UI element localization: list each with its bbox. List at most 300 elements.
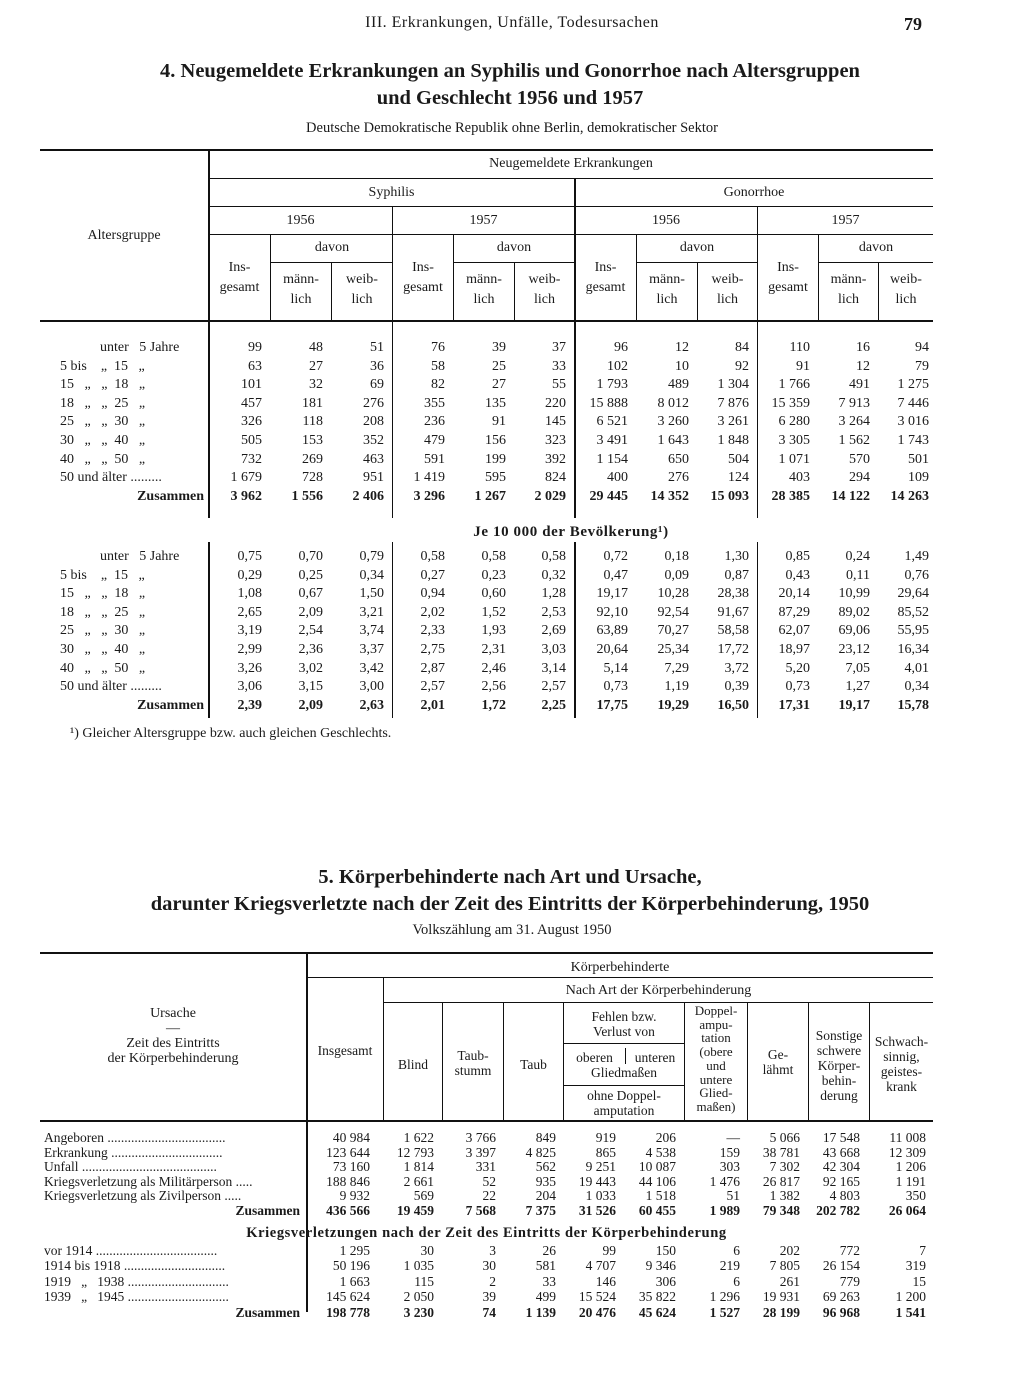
cell-value: 118 bbox=[302, 414, 323, 430]
row-label: 18 „ „ 25 „ bbox=[60, 604, 146, 620]
cell-value: 1 793 bbox=[596, 377, 628, 393]
table5-subtitle: Volkszählung am 31. August 1950 bbox=[412, 922, 612, 938]
cell-value: 1,49 bbox=[904, 549, 929, 564]
cell-value: 110 bbox=[789, 340, 810, 355]
row-label: 30 „ „ 40 „ bbox=[60, 642, 146, 657]
cell-value: 2,25 bbox=[541, 697, 566, 713]
cell-value: 123 644 bbox=[326, 1144, 370, 1160]
table-row bbox=[0, 414, 1024, 433]
cell-value: 0,58 bbox=[541, 549, 566, 564]
cell-value: 303 bbox=[719, 1159, 740, 1175]
table-row bbox=[0, 1204, 1024, 1219]
cell-value: 779 bbox=[839, 1273, 860, 1289]
cell-value: 569 bbox=[413, 1188, 434, 1204]
cell-value: 37 bbox=[552, 340, 566, 355]
cell-value: 489 bbox=[668, 377, 689, 393]
cell-value: 5,14 bbox=[603, 660, 628, 676]
row-label: 15 „ „ 18 „ bbox=[60, 586, 146, 602]
cell-value: 732 bbox=[241, 451, 262, 467]
col-header-davon: davon bbox=[314, 240, 350, 255]
cell-value: 19,29 bbox=[657, 697, 689, 713]
cell-value: 294 bbox=[849, 470, 870, 486]
cell-value: 581 bbox=[535, 1258, 556, 1274]
cell-value: 26 bbox=[542, 1243, 556, 1258]
cell-value: 306 bbox=[655, 1273, 676, 1289]
cell-value: 0,43 bbox=[785, 567, 810, 583]
table-row bbox=[0, 1175, 1024, 1190]
cell-value: 392 bbox=[545, 451, 566, 467]
cell-value: 79 bbox=[915, 358, 929, 374]
cell-value: 0,67 bbox=[298, 586, 323, 602]
cell-value: 11 008 bbox=[889, 1130, 926, 1145]
cell-value: 1 679 bbox=[230, 470, 262, 486]
cell-value: 1 275 bbox=[897, 377, 929, 393]
row-label: 1919 „ 1938 .............................. bbox=[44, 1274, 229, 1289]
cell-value: 1 743 bbox=[897, 433, 929, 448]
cell-value: 6 280 bbox=[778, 414, 810, 430]
col-header-gonorrhoe-1957: 1957 bbox=[831, 213, 860, 228]
cell-value: 1,52 bbox=[481, 604, 506, 620]
col-header-davon: davon bbox=[496, 240, 532, 255]
cell-value: 19,17 bbox=[838, 697, 870, 713]
cell-value: 28 385 bbox=[771, 488, 810, 504]
cell-value: 562 bbox=[535, 1159, 556, 1175]
cell-value: 4 707 bbox=[585, 1258, 616, 1274]
cell-value: 1 814 bbox=[403, 1159, 434, 1175]
table-row bbox=[0, 340, 1024, 359]
cell-value: 99 bbox=[248, 340, 262, 355]
table-row bbox=[0, 1146, 1024, 1161]
cell-value: 58,58 bbox=[717, 623, 749, 639]
cell-value: 4 825 bbox=[525, 1144, 556, 1160]
cell-value: 60 455 bbox=[638, 1203, 676, 1218]
cell-value: 62,07 bbox=[778, 623, 810, 639]
row-header-ursache: Ursache — Zeit des Eintritts der Körperbehinderung bbox=[107, 1006, 239, 1066]
cell-value: 69 bbox=[370, 377, 384, 393]
cell-value: 1 304 bbox=[717, 377, 749, 393]
cell-value: 12 793 bbox=[396, 1144, 434, 1160]
cell-value: 91 bbox=[492, 414, 506, 430]
cell-value: 1 556 bbox=[291, 488, 323, 504]
col-header-taub: Taub bbox=[520, 1057, 547, 1072]
table-row bbox=[0, 1160, 1024, 1175]
table-row bbox=[0, 549, 1024, 568]
row-label: Angeboren ................................... bbox=[44, 1131, 226, 1145]
cell-value: 479 bbox=[424, 433, 445, 448]
cell-value: 1,30 bbox=[724, 549, 749, 564]
cell-value: 28 199 bbox=[762, 1304, 800, 1320]
cell-value: 12 bbox=[675, 340, 689, 355]
cell-value: 29 445 bbox=[589, 488, 628, 504]
cell-value: 14 263 bbox=[890, 488, 929, 504]
table-row bbox=[0, 452, 1024, 471]
table-row bbox=[0, 1275, 1024, 1290]
col-header-taubstumm: Taub- stumm bbox=[454, 1048, 492, 1078]
cell-value: 276 bbox=[363, 395, 384, 411]
cell-value: 101 bbox=[241, 377, 262, 393]
cell-value: 1 296 bbox=[709, 1289, 740, 1305]
cell-value: 25,34 bbox=[657, 642, 689, 657]
table-row bbox=[0, 1131, 1024, 1146]
cell-value: 728 bbox=[302, 470, 323, 486]
cell-value: 9 346 bbox=[645, 1258, 676, 1274]
col-header-gonorrhoe: Gonorrhoe bbox=[723, 185, 785, 200]
cell-value: 188 846 bbox=[326, 1173, 370, 1189]
cell-value: 0,34 bbox=[904, 679, 929, 695]
cell-value: 32 bbox=[309, 377, 323, 393]
cell-value: 12 bbox=[856, 358, 870, 374]
row-label: vor 1914 .................................... bbox=[44, 1244, 218, 1258]
cell-value: 43 668 bbox=[822, 1144, 860, 1160]
cell-value: 463 bbox=[363, 451, 384, 467]
cell-value: 10,28 bbox=[657, 586, 689, 602]
cell-value: 1 476 bbox=[709, 1173, 740, 1189]
cell-value: 204 bbox=[535, 1188, 556, 1204]
cell-value: 51 bbox=[726, 1188, 740, 1204]
cell-value: 951 bbox=[363, 470, 384, 486]
table-row bbox=[0, 489, 1024, 508]
table-row bbox=[0, 1259, 1024, 1274]
cell-value: 20,64 bbox=[596, 642, 628, 657]
cell-value: 650 bbox=[668, 451, 689, 467]
cell-value: 326 bbox=[241, 414, 262, 430]
col-header-syphilis-1957: 1957 bbox=[469, 213, 498, 228]
cell-value: 7,05 bbox=[845, 660, 870, 676]
row-label: 1914 bis 1918 .............................. bbox=[44, 1259, 226, 1274]
table-row bbox=[0, 396, 1024, 415]
cell-value: 14 352 bbox=[650, 488, 689, 504]
cell-value: 26 064 bbox=[888, 1203, 926, 1218]
table-row bbox=[0, 605, 1024, 624]
cell-value: 115 bbox=[414, 1273, 434, 1289]
row-label: 50 und älter ......... bbox=[60, 679, 162, 695]
col-header-schwachsinnig: Schwach- sinnig, geistes- krank bbox=[874, 1034, 929, 1094]
cell-value: 2,54 bbox=[298, 623, 323, 639]
col-header-ohne-doppelamputation: ohne Doppel- amputation bbox=[587, 1088, 661, 1118]
cell-value: 3,19 bbox=[237, 623, 262, 639]
row-label: 40 „ „ 50 „ bbox=[60, 451, 146, 467]
table-row bbox=[0, 568, 1024, 587]
cell-value: 236 bbox=[424, 414, 445, 430]
row-label: 15 „ „ 18 „ bbox=[60, 377, 146, 393]
cell-value: 499 bbox=[535, 1289, 556, 1305]
rate-section-heading: Je 10 000 der Bevölkerung¹) bbox=[473, 524, 669, 540]
cell-value: 6 521 bbox=[596, 414, 628, 430]
cell-value: 10 087 bbox=[638, 1159, 676, 1175]
cell-value: 3 bbox=[489, 1243, 496, 1258]
cell-value: 82 bbox=[431, 377, 445, 393]
cell-value: 25 bbox=[492, 358, 506, 374]
cell-value: 3,02 bbox=[298, 660, 323, 676]
cell-value: 3,37 bbox=[359, 642, 384, 657]
cell-value: 1,28 bbox=[541, 586, 566, 602]
table-row bbox=[0, 1244, 1024, 1259]
cell-value: 491 bbox=[849, 377, 870, 393]
cell-value: 1 139 bbox=[525, 1304, 556, 1320]
cell-value: 76 bbox=[431, 340, 445, 355]
cell-value: 52 bbox=[482, 1173, 496, 1189]
cell-value: 1 766 bbox=[778, 377, 810, 393]
cell-value: 1 033 bbox=[585, 1188, 616, 1204]
col-header-syphilis: Syphilis bbox=[368, 185, 415, 200]
cell-value: 1 518 bbox=[645, 1188, 676, 1204]
cell-value: 591 bbox=[424, 451, 445, 467]
cell-value: 3 962 bbox=[230, 488, 262, 504]
col-header-sonstige: Sonstige schwere Körper- behin- derung bbox=[815, 1028, 863, 1103]
cell-value: 16 bbox=[856, 340, 870, 355]
cell-value: 1 419 bbox=[413, 470, 445, 486]
cell-value: 4 803 bbox=[829, 1188, 860, 1204]
cell-value: 102 bbox=[607, 358, 628, 374]
running-title: III. Erkrankungen, Unfälle, Todesursachen bbox=[365, 14, 659, 31]
cell-value: — bbox=[726, 1130, 740, 1145]
cell-value: 156 bbox=[485, 433, 506, 448]
cell-value: 2 bbox=[489, 1273, 496, 1289]
table4-subtitle: Deutsche Demokratische Republik ohne Berlin, demokratischer Sektor bbox=[306, 120, 718, 136]
cell-value: 15 888 bbox=[589, 395, 628, 411]
table4-title-line1: 4. Neugemeldete Erkrankungen an Syphilis und Gonorrhoe nach Altersgruppen bbox=[160, 60, 860, 82]
col-header-weiblich: weib- lich bbox=[346, 272, 378, 307]
cell-value: 1 527 bbox=[709, 1304, 740, 1320]
cell-value: 79 348 bbox=[762, 1203, 800, 1218]
cell-value: 3,26 bbox=[237, 660, 262, 676]
cell-value: 150 bbox=[655, 1243, 676, 1258]
cell-value: 319 bbox=[905, 1258, 926, 1274]
col-header-syphilis-1956: 1956 bbox=[286, 213, 315, 228]
cell-value: 2,39 bbox=[237, 697, 262, 713]
page-number: 79 bbox=[904, 14, 922, 34]
cell-value: 2,87 bbox=[420, 660, 445, 676]
cell-value: 94 bbox=[915, 340, 929, 355]
cell-value: 12 309 bbox=[888, 1144, 926, 1160]
row-label: 50 und älter ......... bbox=[60, 470, 162, 486]
cell-value: 33 bbox=[542, 1273, 556, 1289]
cell-value: 3,74 bbox=[359, 623, 384, 639]
cell-value: 92,54 bbox=[657, 604, 689, 620]
cell-value: 824 bbox=[545, 470, 566, 486]
cell-value: 504 bbox=[728, 451, 749, 467]
cell-value: 27 bbox=[309, 358, 323, 374]
col-header-nach-art: Nach Art der Körperbehinderung bbox=[565, 983, 752, 998]
cell-value: 1 071 bbox=[778, 451, 810, 467]
cell-value: 92 bbox=[735, 358, 749, 374]
cell-value: 145 bbox=[545, 414, 566, 430]
cell-value: 1,50 bbox=[359, 586, 384, 602]
cell-value: 42 304 bbox=[822, 1159, 860, 1175]
cell-value: 38 781 bbox=[762, 1144, 800, 1160]
col-header-gonorrhoe-1956: 1956 bbox=[652, 213, 680, 228]
cell-value: 0,85 bbox=[785, 549, 810, 564]
cell-value: 1 989 bbox=[709, 1203, 740, 1218]
row-header-altersgruppe: Altersgruppe bbox=[87, 228, 161, 243]
cell-value: 58 bbox=[431, 358, 445, 374]
cell-value: 73 160 bbox=[332, 1159, 370, 1175]
cell-value: 501 bbox=[908, 451, 929, 467]
cell-value: 55,95 bbox=[897, 623, 929, 639]
row-label: Unfall ........................................ bbox=[44, 1160, 217, 1175]
cell-value: 96 968 bbox=[822, 1304, 860, 1320]
cell-value: 1,27 bbox=[845, 679, 870, 695]
cell-value: 69 263 bbox=[822, 1289, 860, 1305]
cell-value: 63 bbox=[248, 358, 262, 374]
row-label: Zusammen bbox=[137, 488, 204, 504]
cell-value: 92,10 bbox=[596, 604, 628, 620]
cell-value: 2,99 bbox=[237, 642, 262, 657]
cell-value: 7,29 bbox=[664, 660, 689, 676]
cell-value: 4,01 bbox=[904, 660, 929, 676]
cell-value: 3 766 bbox=[465, 1130, 496, 1145]
row-label: unter 5 Jahre bbox=[100, 340, 180, 355]
cell-value: 1 267 bbox=[474, 488, 506, 504]
cell-value: 2,33 bbox=[420, 623, 445, 639]
cell-value: 14 122 bbox=[831, 488, 870, 504]
col-header-gelaehmt: Ge- lähmt bbox=[762, 1047, 794, 1077]
cell-value: 17 548 bbox=[822, 1130, 860, 1145]
cell-value: 145 624 bbox=[326, 1289, 370, 1305]
cell-value: 6 bbox=[733, 1273, 740, 1289]
row-label: 5 bis „ 15 „ bbox=[60, 567, 145, 583]
row-label: 18 „ „ 25 „ bbox=[60, 395, 146, 411]
col-header-davon: davon bbox=[858, 240, 894, 255]
table-row bbox=[0, 679, 1024, 698]
col-header-weiblich: weib- lich bbox=[890, 272, 922, 307]
cell-value: 1 848 bbox=[717, 433, 749, 448]
cell-value: 208 bbox=[363, 414, 384, 430]
cell-value: 0,72 bbox=[603, 549, 628, 564]
cell-value: 3 296 bbox=[413, 488, 445, 504]
cell-value: 27 bbox=[492, 377, 506, 393]
table-row bbox=[0, 642, 1024, 661]
cell-value: 39 bbox=[492, 340, 506, 355]
cell-value: 30 bbox=[420, 1243, 434, 1258]
cell-value: 3,03 bbox=[541, 642, 566, 657]
cell-value: 2,01 bbox=[420, 697, 445, 713]
col-header-fehlen: Fehlen bzw. Verlust von bbox=[591, 1009, 657, 1039]
cell-value: 15 359 bbox=[771, 395, 810, 411]
cell-value: 198 778 bbox=[326, 1304, 370, 1320]
cell-value: 10 bbox=[675, 358, 689, 374]
cell-value: 0,79 bbox=[359, 549, 384, 564]
table-row bbox=[0, 1189, 1024, 1204]
cell-value: 0,27 bbox=[420, 567, 445, 583]
cell-value: 5 066 bbox=[769, 1130, 800, 1145]
cell-value: 219 bbox=[719, 1258, 740, 1274]
cell-value: 9 251 bbox=[585, 1159, 616, 1175]
cell-value: 16,50 bbox=[717, 697, 749, 713]
row-label: 1939 „ 1945 .............................. bbox=[44, 1290, 229, 1305]
cell-value: 50 196 bbox=[332, 1258, 370, 1274]
table-row bbox=[0, 1306, 1024, 1321]
cell-value: 1 622 bbox=[403, 1130, 434, 1145]
cell-value: 1 295 bbox=[339, 1243, 370, 1258]
cell-value: 31 526 bbox=[578, 1203, 616, 1218]
cell-value: 0,09 bbox=[664, 567, 689, 583]
cell-value: 3 230 bbox=[403, 1304, 434, 1320]
cell-value: 0,60 bbox=[481, 586, 506, 602]
cell-value: 39 bbox=[482, 1289, 496, 1305]
cell-value: 0,23 bbox=[481, 567, 506, 583]
cell-value: 3 016 bbox=[897, 414, 929, 430]
cell-value: 1,19 bbox=[664, 679, 689, 695]
cell-value: 3 264 bbox=[838, 414, 870, 430]
cell-value: 26 154 bbox=[822, 1258, 860, 1274]
col-header-insgesamt: Ins- gesamt bbox=[219, 260, 260, 295]
cell-value: 89,02 bbox=[838, 604, 870, 620]
cell-value: 220 bbox=[545, 395, 566, 411]
table-row bbox=[0, 433, 1024, 452]
table-row bbox=[0, 661, 1024, 680]
cell-value: 9 932 bbox=[339, 1188, 370, 1204]
cell-value: 0,39 bbox=[724, 679, 749, 695]
cell-value: 865 bbox=[595, 1144, 616, 1160]
cell-value: 2,02 bbox=[420, 604, 445, 620]
cell-value: 85,52 bbox=[897, 604, 929, 620]
cell-value: 0,73 bbox=[603, 679, 628, 695]
cell-value: 15 093 bbox=[710, 488, 749, 504]
cell-value: 18,97 bbox=[778, 642, 810, 657]
cell-value: 135 bbox=[485, 395, 506, 411]
cell-value: 17,31 bbox=[778, 697, 810, 713]
table-row bbox=[0, 1290, 1024, 1305]
cell-value: 323 bbox=[545, 433, 566, 448]
table-row bbox=[0, 377, 1024, 396]
cell-value: 33 bbox=[552, 358, 566, 374]
cell-value: 92 165 bbox=[822, 1173, 860, 1189]
cell-value: 7 805 bbox=[769, 1258, 800, 1274]
cell-value: 99 bbox=[602, 1243, 616, 1258]
table-row bbox=[0, 623, 1024, 642]
cell-value: 15,78 bbox=[897, 697, 929, 713]
row-label: unter 5 Jahre bbox=[100, 549, 180, 564]
cell-value: 8 012 bbox=[657, 395, 689, 411]
row-label: Kriegsverletzung als Zivilperson ..... bbox=[44, 1189, 242, 1204]
cell-value: 2,56 bbox=[481, 679, 506, 695]
cell-value: 3,14 bbox=[541, 660, 566, 676]
row-label: 30 „ „ 40 „ bbox=[60, 433, 146, 448]
cell-value: 350 bbox=[905, 1188, 926, 1204]
cell-value: 199 bbox=[485, 451, 506, 467]
cell-value: 44 106 bbox=[638, 1173, 676, 1189]
cell-value: 2,09 bbox=[298, 604, 323, 620]
col-header-maennlich: männ- lich bbox=[830, 272, 867, 307]
cell-value: 1,08 bbox=[237, 586, 262, 602]
cell-value: 2,46 bbox=[481, 660, 506, 676]
cell-value: 935 bbox=[535, 1173, 556, 1189]
cell-value: 3 397 bbox=[465, 1144, 496, 1160]
cell-value: 6 bbox=[733, 1243, 740, 1258]
cell-value: 0,29 bbox=[237, 567, 262, 583]
cell-value: 19 459 bbox=[396, 1203, 434, 1218]
cell-value: 331 bbox=[475, 1159, 496, 1175]
col-header-doppelamputation: Doppel- ampu- tation (obere und untere Glied- maßen) bbox=[694, 1003, 738, 1114]
table-row bbox=[0, 698, 1024, 717]
cell-value: 7 302 bbox=[769, 1159, 800, 1175]
cell-value: 69,06 bbox=[838, 623, 870, 639]
row-label: 40 „ „ 50 „ bbox=[60, 660, 146, 676]
cell-value: 570 bbox=[849, 451, 870, 467]
cell-value: 3 305 bbox=[778, 433, 810, 448]
cell-value: 20 476 bbox=[578, 1304, 616, 1320]
cell-value: 36 bbox=[370, 358, 384, 374]
col-header-maennlich: männ- lich bbox=[649, 272, 685, 307]
cell-value: 2,63 bbox=[359, 697, 384, 713]
cell-value: 1 382 bbox=[769, 1188, 800, 1204]
col-header-insgesamt: Ins- gesamt bbox=[768, 260, 808, 295]
row-label: Zusammen bbox=[235, 1204, 300, 1218]
cell-value: 3,42 bbox=[359, 660, 384, 676]
cell-value: 436 566 bbox=[326, 1203, 370, 1218]
cell-value: 28,38 bbox=[717, 586, 749, 602]
